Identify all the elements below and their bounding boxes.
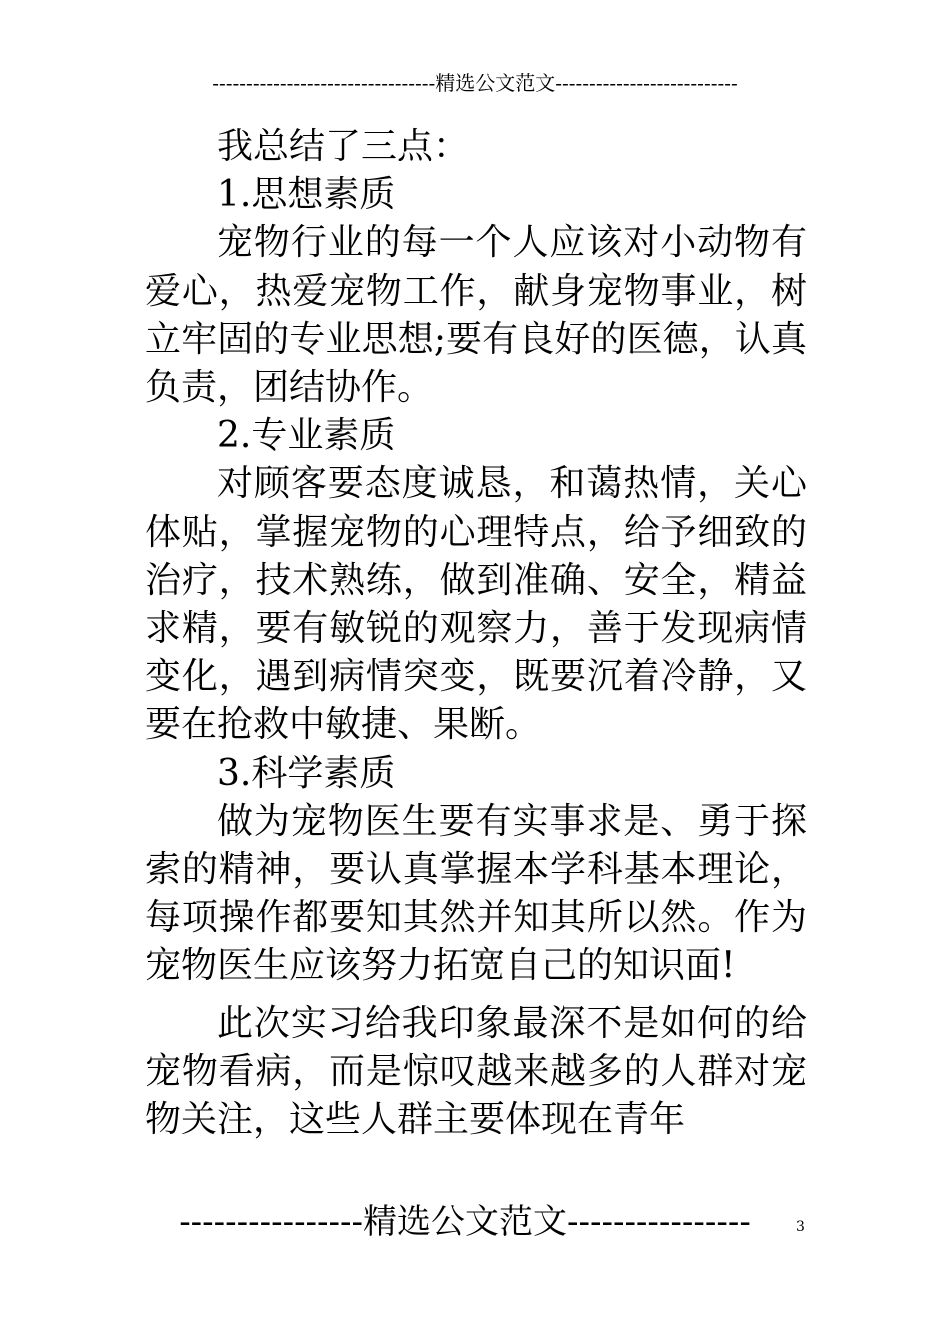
heading-scientific-quality: 3.科学素质	[217, 752, 396, 794]
paragraph-professional-quality: 对顾客要态度诚恳，和蔼热情，关心体贴，掌握宠物的心理特点，给予细致的治疗，技术熟练，做到准确、安全，精益求精，要有敏锐的观察力，善于发现病情变化，遇到病情突变，既要沉着冷静，又要在抢救中敏捷、果断。	[145, 463, 807, 746]
paragraph-summary-intro: 我总结了三点：	[217, 126, 470, 167]
heading-professional-quality: 2.专业素质	[217, 415, 396, 457]
paragraph-ideological-quality: 宠物行业的每一个人应该对小动物有爱心，热爱宠物工作，献身宠物事业，树立牢固的专业思想;要有良好的医德，认真负责，团结协作。	[145, 222, 807, 409]
page-header: ---------------------------------精选公文范文---------------------------	[212, 71, 738, 95]
heading-ideological-quality: 1.思想素质	[217, 174, 396, 216]
page-number: 3	[796, 1219, 805, 1235]
paragraph-scientific-quality: 做为宠物医生要有实事求是、勇于探索的精神，要认真掌握本学科基本理论，每项操作都要知其然并知其所以然。作为宠物医生应该努力拓宽自己的知识面!	[145, 800, 807, 987]
paragraph-internship-impression: 此次实习给我印象最深不是如何的给宠物看病，而是惊叹越来越多的人群对宠物关注，这些人群主要体现在青年	[145, 1002, 807, 1141]
page-footer: ----------------精选公文范文----------------	[179, 1202, 751, 1242]
document-body	[145, 123, 807, 1144]
